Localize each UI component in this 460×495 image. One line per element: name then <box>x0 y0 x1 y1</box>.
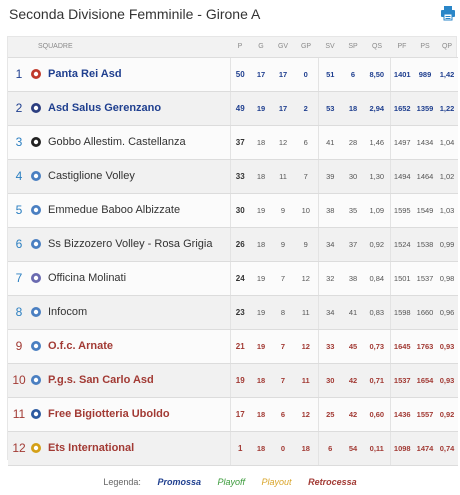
cell-sp: 54 <box>342 431 364 465</box>
team-name: Panta Rei Asd <box>48 68 122 81</box>
cell-sv: 33 <box>318 329 342 363</box>
cell-qs: 0,11 <box>364 431 390 465</box>
cell-sv: 39 <box>318 159 342 193</box>
cell-pf: 1098 <box>390 431 414 465</box>
table-row <box>8 329 458 363</box>
cell-gv: 9 <box>272 227 294 261</box>
cell-pf: 1494 <box>390 159 414 193</box>
team-name: Free Bigiotteria Uboldo <box>48 408 170 421</box>
header-sv: SV <box>318 37 342 57</box>
cell-gp: 12 <box>294 397 318 431</box>
cell-qs: 1,30 <box>364 159 390 193</box>
legend-label: Legenda: <box>103 477 141 487</box>
row-team[interactable] <box>30 125 230 159</box>
row-position: 12 <box>8 431 30 465</box>
cell-g: 19 <box>250 193 272 227</box>
standings-table-container <box>7 36 457 460</box>
cell-qp: 0,93 <box>436 329 458 363</box>
cell-qs: 0,60 <box>364 397 390 431</box>
cell-pf: 1497 <box>390 125 414 159</box>
cell-ps: 1434 <box>414 125 436 159</box>
header-pf: PF <box>390 37 414 57</box>
row-position: 6 <box>8 227 30 261</box>
cell-sp: 28 <box>342 125 364 159</box>
cell-gp: 11 <box>294 295 318 329</box>
cell-ps: 1474 <box>414 431 436 465</box>
table-row <box>8 397 458 431</box>
cell-gp: 0 <box>294 57 318 91</box>
table-row <box>8 261 458 295</box>
table-row <box>8 227 458 261</box>
cell-p: 1 <box>230 431 250 465</box>
row-team[interactable] <box>30 397 230 431</box>
cell-sp: 6 <box>342 57 364 91</box>
row-team[interactable] <box>30 431 230 465</box>
team-logo-icon <box>30 272 42 284</box>
page-title: Seconda Divisione Femminile - Girone A <box>9 6 261 22</box>
cell-sv: 34 <box>318 227 342 261</box>
cell-gv: 7 <box>272 363 294 397</box>
row-team[interactable] <box>30 363 230 397</box>
standings-body <box>8 57 458 465</box>
cell-sv: 6 <box>318 431 342 465</box>
cell-sv: 38 <box>318 193 342 227</box>
cell-p: 26 <box>230 227 250 261</box>
cell-gp: 12 <box>294 261 318 295</box>
cell-qp: 1,42 <box>436 57 458 91</box>
cell-qs: 0,92 <box>364 227 390 261</box>
row-team[interactable] <box>30 91 230 125</box>
cell-gp: 7 <box>294 159 318 193</box>
header-sp: SP <box>342 37 364 57</box>
header-ps: PS <box>414 37 436 57</box>
cell-sv: 51 <box>318 57 342 91</box>
team-name: Gobbo Allestim. Castellanza <box>48 136 186 149</box>
cell-gv: 17 <box>272 91 294 125</box>
row-position: 7 <box>8 261 30 295</box>
table-row <box>8 295 458 329</box>
table-row <box>8 193 458 227</box>
cell-p: 23 <box>230 295 250 329</box>
legend-playout: Playout <box>261 477 292 487</box>
cell-qp: 0,74 <box>436 431 458 465</box>
cell-sp: 42 <box>342 397 364 431</box>
row-position: 4 <box>8 159 30 193</box>
cell-ps: 1359 <box>414 91 436 125</box>
row-position: 2 <box>8 91 30 125</box>
team-logo-icon <box>30 442 42 454</box>
cell-sv: 30 <box>318 363 342 397</box>
cell-sp: 37 <box>342 227 364 261</box>
cell-g: 19 <box>250 295 272 329</box>
cell-g: 19 <box>250 91 272 125</box>
cell-p: 49 <box>230 91 250 125</box>
cell-sv: 25 <box>318 397 342 431</box>
print-icon <box>440 5 456 21</box>
cell-g: 18 <box>250 159 272 193</box>
page-header <box>0 0 460 30</box>
cell-p: 33 <box>230 159 250 193</box>
cell-p: 19 <box>230 363 250 397</box>
cell-qs: 0,73 <box>364 329 390 363</box>
cell-p: 30 <box>230 193 250 227</box>
table-row <box>8 57 458 91</box>
row-team[interactable] <box>30 295 230 329</box>
legend-promossa: Promossa <box>157 477 201 487</box>
cell-g: 18 <box>250 431 272 465</box>
cell-qp: 0,92 <box>436 397 458 431</box>
standings-table <box>8 37 458 466</box>
cell-qs: 8,50 <box>364 57 390 91</box>
cell-gp: 18 <box>294 431 318 465</box>
cell-ps: 1549 <box>414 193 436 227</box>
team-name: Asd Salus Gerenzano <box>48 102 162 115</box>
row-team[interactable] <box>30 57 230 91</box>
cell-qs: 0,84 <box>364 261 390 295</box>
cell-g: 18 <box>250 227 272 261</box>
cell-g: 19 <box>250 261 272 295</box>
team-name: Emmedue Baboo Albizzate <box>48 204 181 217</box>
row-position: 1 <box>8 57 30 91</box>
row-position: 9 <box>8 329 30 363</box>
cell-g: 18 <box>250 125 272 159</box>
team-logo-icon <box>30 374 42 386</box>
cell-g: 18 <box>250 363 272 397</box>
cell-sp: 35 <box>342 193 364 227</box>
header-gv: GV <box>272 37 294 57</box>
header-qs: QS <box>364 37 390 57</box>
cell-qp: 0,93 <box>436 363 458 397</box>
team-name: Ets International <box>48 442 135 455</box>
team-logo-icon <box>30 238 42 250</box>
cell-ps: 1557 <box>414 397 436 431</box>
cell-qs: 1,46 <box>364 125 390 159</box>
row-team[interactable] <box>30 329 230 363</box>
team-logo-icon <box>30 408 42 420</box>
cell-pf: 1645 <box>390 329 414 363</box>
cell-sp: 42 <box>342 363 364 397</box>
cell-pf: 1652 <box>390 91 414 125</box>
cell-pf: 1501 <box>390 261 414 295</box>
cell-gp: 2 <box>294 91 318 125</box>
header-p: P <box>230 37 250 57</box>
header-qp: QP <box>436 37 458 57</box>
cell-qp: 1,03 <box>436 193 458 227</box>
cell-sv: 53 <box>318 91 342 125</box>
row-position: 10 <box>8 363 30 397</box>
cell-p: 50 <box>230 57 250 91</box>
table-row <box>8 159 458 193</box>
header-gp: GP <box>294 37 318 57</box>
cell-gv: 11 <box>272 159 294 193</box>
cell-ps: 1538 <box>414 227 436 261</box>
header-team: SQUADRE <box>30 37 230 57</box>
table-row <box>8 431 458 465</box>
team-name: Infocom <box>48 306 88 319</box>
row-team[interactable] <box>30 227 230 261</box>
cell-qp: 0,99 <box>436 227 458 261</box>
team-name: Castiglione Volley <box>48 170 135 183</box>
table-header-row <box>8 37 458 57</box>
cell-gp: 11 <box>294 363 318 397</box>
cell-gp: 9 <box>294 227 318 261</box>
cell-gv: 7 <box>272 329 294 363</box>
cell-sp: 38 <box>342 261 364 295</box>
cell-qp: 1,02 <box>436 159 458 193</box>
cell-sp: 41 <box>342 295 364 329</box>
row-position: 11 <box>8 397 30 431</box>
team-logo-icon <box>30 340 42 352</box>
cell-qp: 0,96 <box>436 295 458 329</box>
header-g: G <box>250 37 272 57</box>
cell-p: 21 <box>230 329 250 363</box>
row-team[interactable] <box>30 159 230 193</box>
row-team[interactable] <box>30 261 230 295</box>
cell-qp: 1,04 <box>436 125 458 159</box>
cell-gv: 17 <box>272 57 294 91</box>
cell-p: 37 <box>230 125 250 159</box>
cell-qs: 2,94 <box>364 91 390 125</box>
cell-g: 19 <box>250 329 272 363</box>
team-name: Ss Bizzozero Volley - Rosa Grigia <box>48 238 213 251</box>
table-row <box>8 125 458 159</box>
row-team[interactable] <box>30 193 230 227</box>
cell-qp: 1,22 <box>436 91 458 125</box>
cell-qs: 0,71 <box>364 363 390 397</box>
print-button[interactable] <box>440 5 456 21</box>
cell-p: 17 <box>230 397 250 431</box>
cell-sv: 32 <box>318 261 342 295</box>
team-logo-icon <box>30 136 42 148</box>
cell-pf: 1598 <box>390 295 414 329</box>
cell-gv: 9 <box>272 193 294 227</box>
cell-pf: 1595 <box>390 193 414 227</box>
cell-sp: 18 <box>342 91 364 125</box>
cell-ps: 1763 <box>414 329 436 363</box>
row-position: 8 <box>8 295 30 329</box>
cell-pf: 1436 <box>390 397 414 431</box>
cell-sv: 41 <box>318 125 342 159</box>
cell-ps: 1464 <box>414 159 436 193</box>
cell-ps: 1537 <box>414 261 436 295</box>
cell-gp: 10 <box>294 193 318 227</box>
cell-ps: 1654 <box>414 363 436 397</box>
cell-gv: 7 <box>272 261 294 295</box>
cell-ps: 1660 <box>414 295 436 329</box>
cell-gv: 0 <box>272 431 294 465</box>
cell-g: 18 <box>250 397 272 431</box>
team-name: Officina Molinati <box>48 272 127 285</box>
cell-gp: 6 <box>294 125 318 159</box>
cell-p: 24 <box>230 261 250 295</box>
team-logo-icon <box>30 204 42 216</box>
cell-g: 17 <box>250 57 272 91</box>
team-logo-icon <box>30 68 42 80</box>
cell-gp: 12 <box>294 329 318 363</box>
cell-sp: 45 <box>342 329 364 363</box>
team-name: P.g.s. San Carlo Asd <box>48 374 154 387</box>
table-row <box>8 363 458 397</box>
header-pos <box>8 37 30 57</box>
cell-gv: 12 <box>272 125 294 159</box>
legend-retrocessa: Retrocessa <box>308 477 357 487</box>
team-logo-icon <box>30 102 42 114</box>
cell-qs: 0,83 <box>364 295 390 329</box>
cell-sv: 34 <box>318 295 342 329</box>
team-logo-icon <box>30 170 42 182</box>
cell-qs: 1,09 <box>364 193 390 227</box>
team-logo-icon <box>30 306 42 318</box>
row-position: 3 <box>8 125 30 159</box>
cell-gv: 6 <box>272 397 294 431</box>
legend <box>0 477 460 487</box>
cell-ps: 989 <box>414 57 436 91</box>
cell-sp: 30 <box>342 159 364 193</box>
cell-pf: 1401 <box>390 57 414 91</box>
cell-pf: 1537 <box>390 363 414 397</box>
cell-qp: 0,98 <box>436 261 458 295</box>
row-position: 5 <box>8 193 30 227</box>
team-name: O.f.c. Arnate <box>48 340 113 353</box>
table-row <box>8 91 458 125</box>
cell-pf: 1524 <box>390 227 414 261</box>
legend-playoff: Playoff <box>217 477 246 487</box>
cell-gv: 8 <box>272 295 294 329</box>
